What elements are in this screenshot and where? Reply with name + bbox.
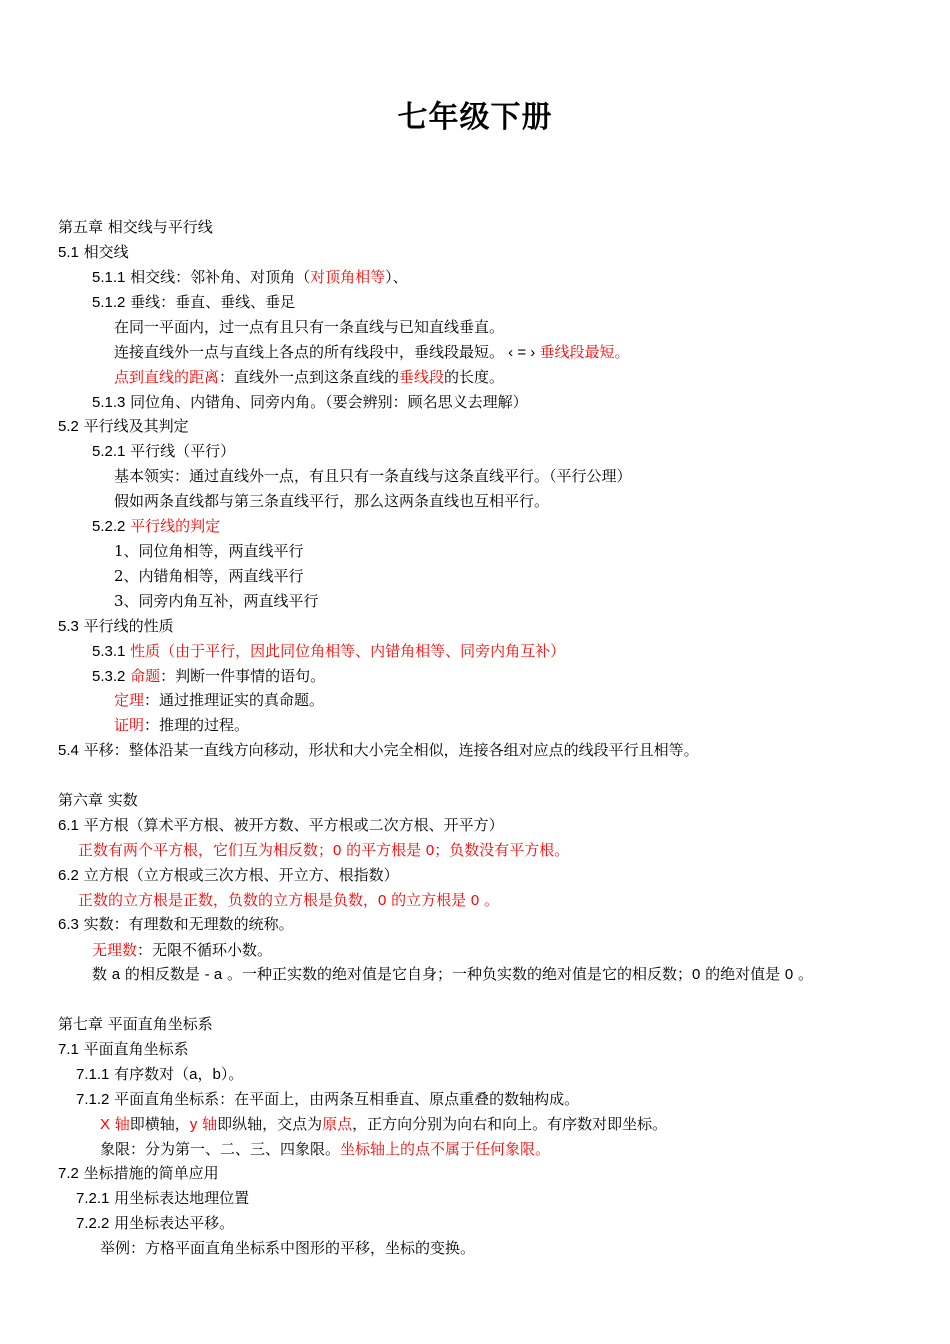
text-line [92,292,295,313]
text-line [92,267,408,288]
text-segment: 6.3 [58,916,79,933]
text-segment: 相交线：邻补角、对顶角（ [125,268,311,286]
highlight-text: 原点 [322,1115,353,1133]
highlight-text: 平行线的判定 [125,517,221,535]
text-line [92,940,272,960]
text-segment: 第七章 平面直角坐标系 [58,1015,213,1033]
highlight-text: 性质（由于平行，因此同位角相等、内错角相等、同旁内角互补） [125,642,566,660]
text-segment: 基本领实：通过直线外一点，有且只有一条直线与这条直线平行。（平行公理） [114,467,632,485]
text-segment: 平方根（算术平方根、被开方数、平方根或二次方根、开平方） [78,816,504,834]
highlight-text: 的平方根是 [341,841,426,859]
text-line [58,815,504,836]
text-segment: 平面直角坐标系：在平面上，由两条互相垂直、原点重叠的数轴构成。 [109,1090,580,1108]
highlight-text: 坐标轴上的点不属于任何象限。 [340,1140,551,1158]
text-line [114,466,632,486]
highlight-text: 0 [333,842,342,859]
text-segment: 5.1 [58,244,79,261]
highlight-text: y [189,1116,198,1133]
text-segment: 2、内错角相等，两直线平行 [114,567,304,585]
highlight-text: 。 [479,891,500,909]
text-segment: - a [204,966,223,983]
text-segment: 。 [793,965,813,983]
text-segment: 举例：方格平面直角坐标系中图形的平移，坐标的变换。 [100,1239,476,1257]
text-line [100,1114,667,1135]
highlight-text: 垂线段 [399,368,445,386]
text-segment: 象限：分为第一、二、三、四象限。 [100,1140,341,1158]
text-line [58,616,174,637]
text-segment: 即纵轴，交点为 [217,1115,323,1133]
text-segment: 坐标措施的简单应用 [78,1164,219,1182]
text-line [114,367,504,387]
text-segment: ‹ = › [504,344,540,361]
text-line [58,1014,213,1034]
text-segment: 1、同位角相等，两直线平行 [114,542,304,560]
text-segment: 7.2 [58,1165,79,1182]
text-segment: 相交线 [78,243,129,261]
highlight-text: 的立方根是 [386,891,471,909]
text-line [58,242,129,263]
highlight-text: 命题 [125,667,161,685]
text-segment: 垂线：垂直、垂线、垂足 [125,293,296,311]
text-segment: 假如两条直线都与第三条直线平行，那么这两条直线也互相平行。 [114,492,550,510]
highlight-text: 0 [378,892,387,909]
text-line [58,865,399,886]
text-segment: 第六章 实数 [58,791,138,809]
text-segment: ：判断一件事情的语句。 [160,667,326,685]
text-segment: 平行线（平行） [125,442,236,460]
text-segment: 0 [784,966,794,983]
text-segment: 5.1.2 [92,294,126,311]
document-title: 七年级下册 [397,100,553,135]
text-segment: 5.3.2 [92,668,126,685]
text-line [92,516,220,537]
text-segment: 平移：整体沿某一直线方向移动，形状和大小完全相似，连接各组对应点的线段平行且相等。 [78,741,699,759]
text-line [76,1064,243,1085]
text-line [76,1213,234,1234]
text-segment: 用坐标表达地理位置 [109,1189,250,1207]
text-line [114,541,304,561]
text-segment: ，正方向分别为向右和向上。有序数对即坐标。 [352,1115,668,1133]
text-segment: 5.3 [58,618,79,635]
text-segment: ：推理的过程。 [144,716,250,734]
text-segment: 平面直角坐标系 [78,1040,189,1058]
text-segment: 5.2.2 [92,518,126,535]
highlight-text: 无理数 [92,941,138,959]
text-segment: 的长度。 [444,368,505,386]
text-segment: ：通过推理证实的真命题。 [144,691,325,709]
highlight-text: 垂线段最短。 [539,343,630,361]
text-segment: ， [197,1065,213,1083]
text-segment: a [189,1066,198,1083]
text-segment: 的绝对值是 [700,965,785,983]
text-segment: 立方根（立方根或三次方根、开立方、根指数） [78,866,399,884]
text-segment: ：直线外一点到这条直线的 [219,368,400,386]
highlight-text: 0 [425,842,435,859]
text-segment: 在同一平面内，过一点有且只有一条直线与已知直线垂直。 [114,318,505,336]
text-segment: 平行线及其判定 [78,417,189,435]
highlight-text: 点到直线的距离 [114,368,220,386]
text-line [92,666,325,687]
text-line [58,217,213,237]
text-line [114,591,319,611]
text-segment: 7.2.1 [76,1190,110,1207]
text-segment: 同位角、内错角、同旁内角。（要会辨别：顾名思义去理解） [125,393,528,411]
text-line [58,790,138,810]
highlight-text: 对顶角相等 [310,268,386,286]
text-segment: 。一种正实数的绝对值是它自身；一种负实数的绝对值是它的相反数； [222,965,692,983]
text-segment: 连接直线外一点与直线上各点的所有线段中，垂线段最短。 [114,343,505,361]
text-segment: 用坐标表达平移。 [109,1214,235,1232]
text-line [114,566,304,586]
text-segment: 7.2.2 [76,1215,110,1232]
text-segment: 6.1 [58,817,79,834]
text-segment: 0 [691,966,701,983]
text-line [114,491,549,511]
text-segment: 7.1 [58,1041,79,1058]
text-segment: 7.1.1 [76,1066,110,1083]
text-segment: 有序数对（ [109,1065,190,1083]
text-segment: 3、同旁内角互补，两直线平行 [114,592,319,610]
text-segment: 的相反数是 [120,965,205,983]
highlight-text: ；负数没有平方根。 [434,841,570,859]
text-segment: 数 [92,965,112,983]
text-segment: 5.3.1 [92,643,126,660]
text-segment: 实数：有理数和无理数的统称。 [78,915,294,933]
text-line [76,1188,249,1209]
text-line [58,914,294,935]
text-line [114,342,629,363]
text-line [92,641,565,662]
text-line [114,715,249,735]
highlight-text: X [100,1116,111,1133]
text-segment: ）、 [385,268,408,286]
text-segment: ）。 [220,1065,244,1083]
text-segment: 第五章 相交线与平行线 [58,218,213,236]
text-line [58,740,699,761]
highlight-text: 0 [470,892,480,909]
text-line [78,840,569,861]
text-segment: 平行线的性质 [78,617,174,635]
text-line [92,964,813,985]
text-segment: 5.1.3 [92,394,126,411]
text-segment: b [212,1066,221,1083]
text-line [78,890,499,911]
highlight-text: 正数有两个平方根，它们互为相反数； [78,841,334,859]
text-segment: 5.4 [58,742,79,759]
text-segment: a [111,966,121,983]
highlight-text: 轴 [197,1115,218,1133]
text-segment: 7.1.2 [76,1091,110,1108]
text-line [58,1039,189,1060]
highlight-text: 轴 [110,1115,130,1133]
highlight-text: 正数的立方根是正数，负数的立方根是负数， [78,891,379,909]
text-line [76,1089,579,1110]
highlight-text: 定理 [114,691,145,709]
text-segment: 即横轴， [129,1115,190,1133]
text-line [58,1163,219,1184]
text-segment: 5.1.1 [92,269,126,286]
text-line [58,416,189,437]
text-segment: ：无限不循环小数。 [137,941,273,959]
highlight-text: 证明 [114,716,145,734]
text-segment: 6.2 [58,867,79,884]
text-line [114,317,504,337]
text-segment: 5.2.1 [92,443,126,460]
text-line [100,1139,550,1159]
text-line [92,441,235,462]
text-line [100,1238,475,1258]
text-segment: 5.2 [58,418,79,435]
text-line [114,690,324,710]
text-line [92,392,528,413]
